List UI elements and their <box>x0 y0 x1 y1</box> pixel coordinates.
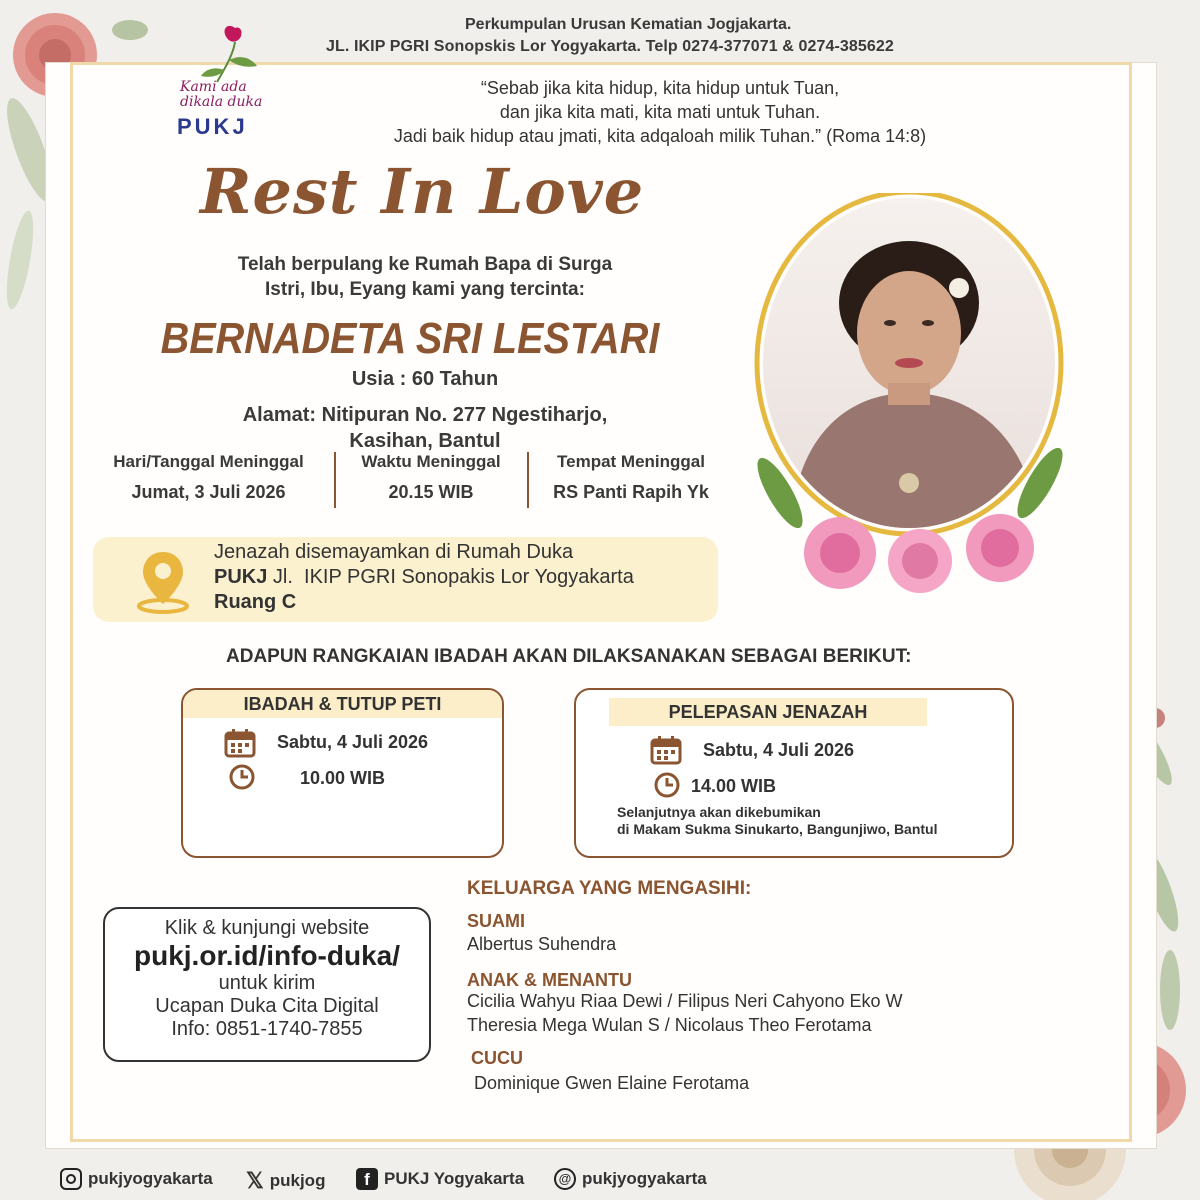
threads-icon: @ <box>554 1168 576 1190</box>
column-divider <box>527 452 529 508</box>
instagram-icon <box>60 1168 82 1190</box>
intro-line: Istri, Ibu, Eyang kami yang tercinta: <box>265 279 585 300</box>
logo-tagline <box>180 80 262 110</box>
website-line1: Klik & kunjungi website <box>164 917 370 939</box>
address-line: Kasihan, Bantul <box>349 430 501 452</box>
grandchildren-label: CUCU <box>471 1048 523 1068</box>
facebook-link[interactable] <box>356 1168 524 1190</box>
website-url-link[interactable]: pukj.or.id/info-duka/ <box>134 940 400 971</box>
deceased-address <box>150 402 700 454</box>
schedule-heading: ADAPUN RANGKAIAN IBADAH AKAN DILAKSANAKAN SEBAGAI BERIKUT: <box>226 646 912 667</box>
location-line1: Jenazah disemayamkan di Rumah Duka <box>214 541 574 563</box>
facebook-icon: f <box>356 1168 378 1190</box>
website-line4: Ucapan Duka Cita Digital <box>155 995 379 1017</box>
death-place-label: Tempat Meninggal <box>557 452 705 471</box>
x-handle: pukjog <box>269 1171 326 1190</box>
threads-handle: pukjyogyakarta <box>582 1169 707 1188</box>
column-divider <box>334 452 336 508</box>
family-heading: KELUARGA YANG MENGASIHI: <box>467 878 752 899</box>
spouse-label: SUAMI <box>467 911 525 931</box>
grandchild-name: Dominique Gwen Elaine Ferotama <box>474 1073 750 1093</box>
child-couple: Cicilia Wahyu Riaa Dewi / Filipus Neri Cahyono Eko W <box>467 991 903 1011</box>
event-time: 10.00 WIB <box>300 768 386 788</box>
death-time-label: Waktu Meninggal <box>361 452 501 471</box>
death-place-value: RS Panti Rapih Yk <box>553 482 709 502</box>
instagram-handle: pukjyogyakarta <box>88 1169 213 1188</box>
announcement-intro <box>150 252 700 302</box>
burial-note-line1: Selanjutnya akan dikebumikan <box>617 804 821 820</box>
rest-in-love-title: Rest In Love <box>200 155 645 228</box>
bible-verse <box>340 76 980 148</box>
logo-tagline-line2: dikala duka <box>180 94 263 110</box>
burial-note <box>617 804 938 838</box>
children-list <box>467 989 902 1037</box>
location-org: PUKJ <box>214 566 268 588</box>
verse-line: Jadi baik hidup atau jmati, kita adqaloah milik Tuhan.” (Roma 14:8) <box>393 126 927 146</box>
website-line3: untuk kirim <box>218 972 316 994</box>
location-address: Jl. IKIP PGRI Sonopakis Lor Yogyakarta <box>267 566 634 588</box>
location-line2 <box>214 565 634 590</box>
website-box[interactable] <box>103 907 431 1062</box>
burial-note-line2: di Makam Sukma Sinukarto, Bangunjiwo, Bantul <box>617 821 938 837</box>
calendar-icon <box>224 728 256 758</box>
location-text <box>214 540 634 615</box>
logo-name: PUKJ <box>177 114 248 139</box>
verse-line: “Sebab jika kita hidup, kita hidup untuk Tuan, <box>480 78 840 98</box>
death-date-value: Jumat, 3 Juli 2026 <box>131 482 286 502</box>
website-contact: Info: 0851-1740-7855 <box>171 1018 363 1040</box>
deceased-age: Usia : 60 Tahun <box>351 368 499 390</box>
death-date-column <box>96 452 321 503</box>
deceased-name: BERNADETA SRI LESTARI <box>160 314 660 363</box>
event-title: PELEPASAN JENAZAH <box>609 698 927 726</box>
instagram-link[interactable] <box>60 1168 213 1190</box>
x-link[interactable] <box>246 1168 325 1194</box>
event-time: 14.00 WIB <box>691 776 777 796</box>
logo-tagline-line1: Kami ada <box>180 79 247 95</box>
threads-link[interactable] <box>554 1168 707 1190</box>
children-label: ANAK & MENANTU <box>467 970 632 990</box>
location-pin-icon <box>137 548 189 614</box>
location-room: Ruang C <box>214 591 297 613</box>
organization-address: JL. IKIP PGRI Sonopskis Lor Yogyakarta. Telp 0274-377071 & 0274-385622 <box>326 38 894 55</box>
facebook-handle: PUKJ Yogyakarta <box>384 1169 525 1188</box>
calendar-icon <box>650 735 682 765</box>
intro-line: Telah berpulang ke Rumah Bapa di Surga <box>237 254 613 275</box>
death-time-value: 20.15 WIB <box>388 482 474 502</box>
address-line: Alamat: Nitipuran No. 277 Ngestiharjo, <box>242 404 608 426</box>
spouse-name: Albertus Suhendra <box>467 934 617 954</box>
verse-line: dan jika kita mati, kita mati untuk Tuhan. <box>499 102 821 122</box>
child-couple: Theresia Mega Wulan S / Nicolaus Theo Ferotama <box>467 1015 872 1035</box>
death-date-label: Hari/Tanggal Meninggal <box>113 452 304 471</box>
organization-name: Perkumpulan Urusan Kematian Jogjakarta. <box>465 16 792 33</box>
deceased-photo-frame <box>750 193 1068 593</box>
clock-icon <box>229 764 255 790</box>
death-place-column <box>540 452 722 503</box>
event-date: Sabtu, 4 Juli 2026 <box>277 732 429 752</box>
clock-icon <box>654 772 680 798</box>
x-icon: 𝕏 <box>246 1168 264 1193</box>
death-time-column <box>345 452 517 503</box>
event-title: IBADAH & TUTUP PETI <box>183 690 502 718</box>
event-date: Sabtu, 4 Juli 2026 <box>703 740 855 760</box>
